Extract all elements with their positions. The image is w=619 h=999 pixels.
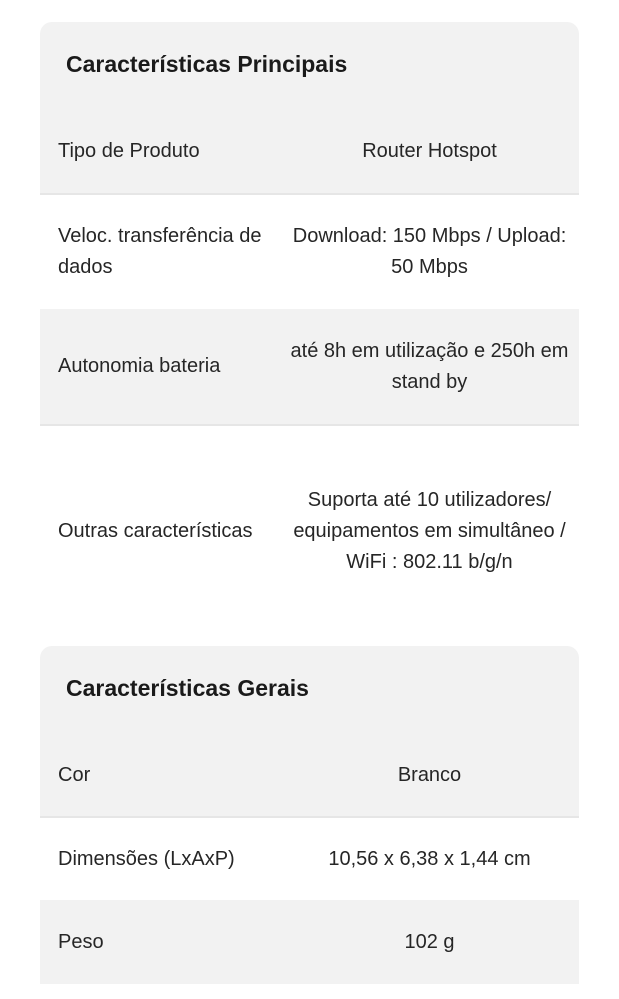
spec-label: Tipo de Produto: [58, 140, 200, 162]
spec-label: Veloc. transferência de dados: [58, 225, 262, 278]
main-characteristics-header: [40, 22, 579, 110]
general-characteristics-header: [40, 646, 579, 734]
spec-value: até 8h em utilização e 250h em stand by: [290, 339, 569, 393]
spec-row-battery-life: [40, 309, 579, 426]
spec-value: Branco: [397, 763, 462, 786]
spec-label: Autonomia bateria: [58, 355, 221, 377]
spec-label: Dimensões (LxAxP): [58, 847, 235, 870]
spec-label: Peso: [58, 930, 104, 953]
spec-row-weight: [40, 900, 579, 984]
spec-row-other-features: [40, 426, 579, 636]
spec-value: Router Hotspot: [362, 140, 497, 162]
spec-value: Download: 150 Mbps / Upload: 50 Mbps: [292, 225, 567, 278]
spec-row-color: [40, 734, 579, 818]
spec-row-product-type: [40, 110, 579, 195]
spec-value: 10,56 x 6,38 x 1,44 cm: [328, 847, 531, 870]
spec-label: Cor: [58, 763, 91, 786]
section-title-general: Características Gerais: [66, 675, 309, 701]
spec-value: Suporta até 10 utilizadores/ equipamentos em simultâneo / WiFi : 802.11 b/g/n: [293, 488, 566, 573]
main-characteristics-section: [40, 22, 579, 636]
spec-label: Outras características: [58, 519, 253, 542]
general-characteristics-section: [40, 646, 579, 984]
spec-row-dimensions: [40, 818, 579, 900]
section-title-main: Características Principais: [66, 51, 348, 77]
spec-value: 102 g: [404, 930, 455, 953]
spec-row-transfer-speed: [40, 195, 579, 309]
